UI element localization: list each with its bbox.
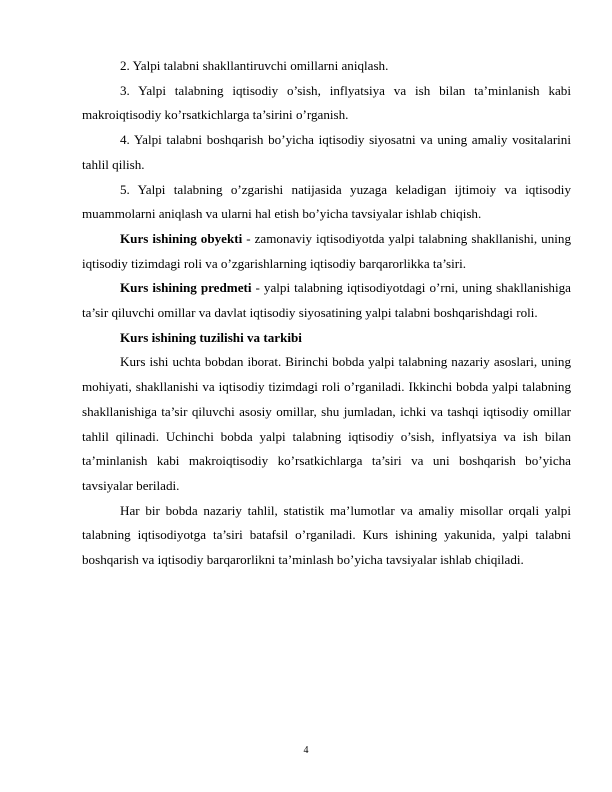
body-text	[82, 54, 571, 573]
list-item: 3. Yalpi talabning iqtisodiy o’sish, inflyatsiya va ish bilan ta’minlanish kabi makroiqtisodiy ko’rsatkichlarga ta’sirini o’rganish.	[82, 82, 571, 123]
list-item: 2. Yalpi talabni shakllantiruvchi omillarni aniqlash.	[120, 58, 389, 73]
paragraph: Kurs ishi uchta bobdan iborat. Birinchi bobda yalpi talabning nazariy asoslari, uning mohiyati, shakllanishi va iqtisodiy tizimdagi roli o’rganiladi. Ikkinchi bobda yalpi talabning shakllanishiga ta’sir qiluvchi asosiy omillar, shu jumladan, ichki va tashqi iqtisodiy omillar tahlil qilinadi. Uchinchi bobda yalpi talabning iqtisodiy o’sish, inflyatsiya va ish bilan ta’minlanish kabi makroiqtisodiy ko’rsatkichlarga ta’siri va uni boshqarish bo’yicha tavsiyalar beriladi.	[82, 354, 571, 493]
object-term: Kurs ishining obyekti	[120, 230, 243, 246]
subject-paragraph	[82, 276, 571, 325]
subject-definition: - yalpi talabning iqtisodiyotdagi o’rni, uning shakllanishiga ta’sir qiluvchi omillar va davlat iqtisodiy siyosatining yalpi talabni boshqarishdagi roli.	[82, 280, 571, 321]
list-item: 4. Yalpi talabni boshqarish bo’yicha iqtisodiy siyosatni va uning amaliy vositalarini tahlil qilish.	[82, 132, 571, 172]
page-number: 4	[303, 745, 309, 756]
section-heading: Kurs ishining tuzilishi va tarkibi	[120, 329, 302, 345]
object-paragraph	[82, 227, 571, 276]
object-definition: - zamonaviy iqtisodiyotda yalpi talabning shakllanishi, uning iqtisodiy tizimdagi roli va o’zgarishlarning iqtisodiy barqarorlikka ta’siri.	[82, 230, 571, 271]
paragraph: Har bir bobda nazariy tahlil, statistik ma’lumotlar va amaliy misollar orqali yalpi talabning iqtisodiyotga ta’siri batafsil o’rganiladi. Kurs ishining yakunida, yalpi talabni boshqarish va iqtisodiy barqarorlikni ta’minlash bo’yicha tavsiyalar ishlab chiqiladi.	[82, 502, 571, 568]
list-item: 5. Yalpi talabning o’zgarishi natijasida yuzaga keladigan ijtimoiy va iqtisodiy muammolarni aniqlash va ularni hal etish bo’yicha tavsiyalar ishlab chiqish.	[82, 181, 571, 222]
subject-term: Kurs ishining predmeti	[120, 280, 252, 296]
